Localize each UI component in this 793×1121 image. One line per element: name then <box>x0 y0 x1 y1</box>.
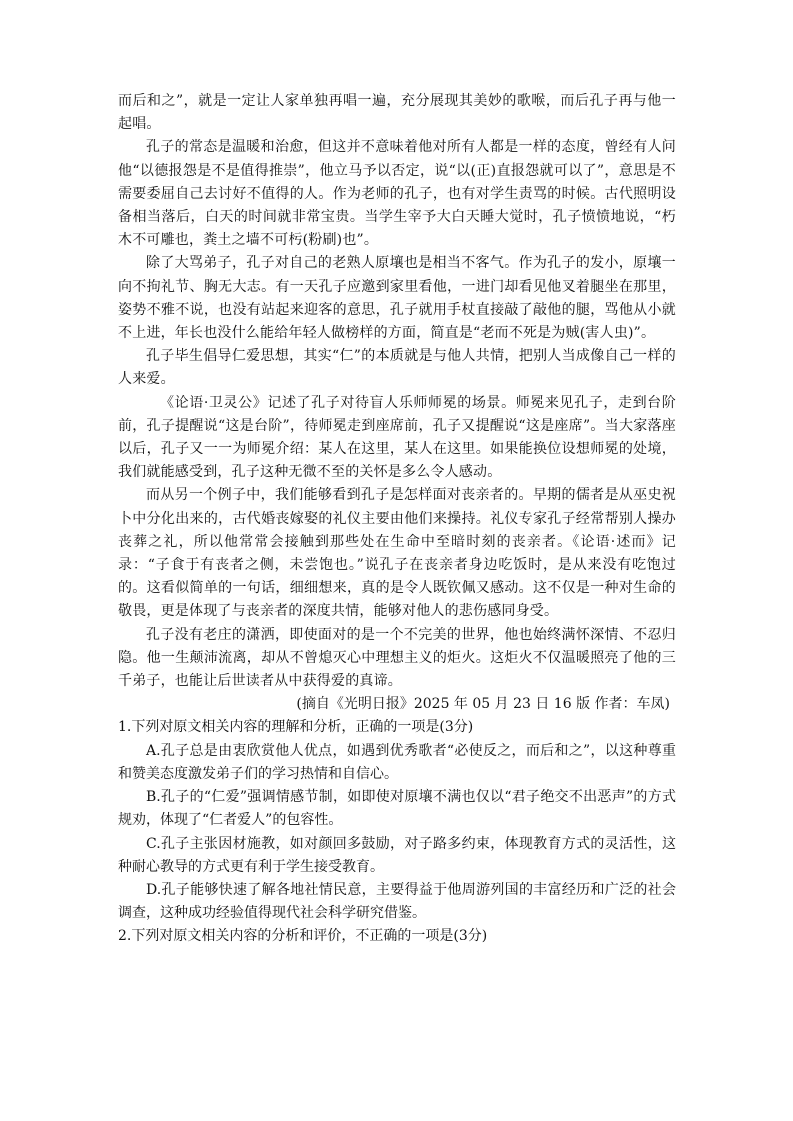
exam-page <box>118 90 676 949</box>
question-1-option-b: B.孔子的“仁爱”强调情感节制，如即使对原壤不满也仅以“君子绝交不出恶声”的方式规劝，体现了“仁者爱人”的包容性。 <box>118 789 676 829</box>
question-1-stem: 1.下列对原文相关内容的理解和分析，正确的一项是(3分) <box>118 719 474 736</box>
question-1-option-a: A.孔子总是由衷欣赏他人优点，如遇到优秀歌者“必使反之，而后和之”，以这种尊重和赞美态度激发弟子们的学习热情和自信心。 <box>118 742 676 782</box>
article-paragraph-5: 《论语·卫灵公》记述了孔子对待盲人乐师师冕的场景。师冕来见孔子，走到台阶前，孔子提醒说“这是台阶”，待师冕走到座席前，孔子又提醒说“这是座席”。当大家落座以后，孔子又一一为师冕介绍：某人在这里，某人在这里。如果能换位设想师冕的处境，我们就能感受到，孔子这种无微不至的关怀是多么令人感动。 <box>118 394 676 481</box>
article-paragraph-2: 孔子的常态是温暖和治愈，但这并不意味着他对所有人都是一样的态度，曾经有人问他“以德报怨是不是值得推崇”，他立马予以否定，说“以(正)直报怨就可以了”，意思是不需要委屈自己去讨好不值得的人。作为老师的孔子，也有对学生责骂的时候。古代照明设备相当落后，白天的时间就非常宝贵。当学生宰予大白天睡大觉时，孔子愤愤地说，“朽木不可雕也，粪土之墙不可杇(粉刷)也”。 <box>118 139 676 249</box>
article-paragraph-3: 除了大骂弟子，孔子对自己的老熟人原壤也是相当不客气。作为孔子的发小，原壤一向不拘礼节、胸无大志。有一天孔子应邀到家里看他，一进门却看见他叉着腿坐在那里，姿势不雅不说，也没有站起来迎客的意思，孔子就用手杖直接敲了敲他的腿，骂他从小就不上进，年长也没什么能给年轻人做榜样的方面，简直是“老而不死是为贼(害人虫)”。 <box>118 255 676 342</box>
article-source: (摘自《光明日报》2025 年 05 月 23 日 16 版 作者：车凤) <box>296 696 670 713</box>
article-paragraph-7: 孔子没有老庄的潇洒，即使面对的是一个不完美的世界，他也始终满怀深情、不忍归隐。他一生颠沛流离，却从不曾熄灭心中理想主义的炬火。这炬火不仅温暖照亮了他的三千弟子，也能让后世读者从中获得爱的真谛。 <box>118 626 676 690</box>
question-2 <box>118 925 676 948</box>
question-2-stem: 2.下列对原文相关内容的分析和评价，不正确的一项是(3分) <box>118 928 488 945</box>
article-paragraph-1: 而后和之”，就是一定让人家单独再唱一遍，充分展现其美妙的歌喉，而后孔子再与他一起唱。 <box>118 93 676 133</box>
question-1 <box>118 716 676 925</box>
question-1-option-c: C.孔子主张因材施教，如对颜回多鼓励，对子路多约束，体现教育方式的灵活性，这种耐心教导的方式更有利于学生接受教育。 <box>118 835 676 875</box>
question-1-option-d: D.孔子能够快速了解各地社情民意，主要得益于他周游列国的丰富经历和广泛的社会调查，这种成功经验值得现代社会科学研究借鉴。 <box>118 881 676 922</box>
article-paragraph-6: 而从另一个例子中，我们能够看到孔子是怎样面对丧亲者的。早期的儒者是从巫史祝卜中分化出来的，古代婚丧嫁娶的礼仪主要由他们来操持。礼仪专家孔子经常帮别人操办丧葬之礼，所以他常常会接触到那些处在生命中至暗时刻的丧亲者。《论语·述而》记录：“子食于有丧者之侧，未尝饱也。”说孔子在丧亲者身边吃饭时，是从来没有吃饱过的。这看似简单的一句话，细细想来，真的是令人既钦佩又感动。这不仅是一种对生命的敬畏，更是体现了与丧亲者的深度共情，能够对他人的悲伤感同身受。 <box>118 487 676 620</box>
article-paragraph-4: 孔子毕生倡导仁爱思想，其实“仁”的本质就是与他人共情，把别人当成像自己一样的人来爱。 <box>118 348 676 388</box>
